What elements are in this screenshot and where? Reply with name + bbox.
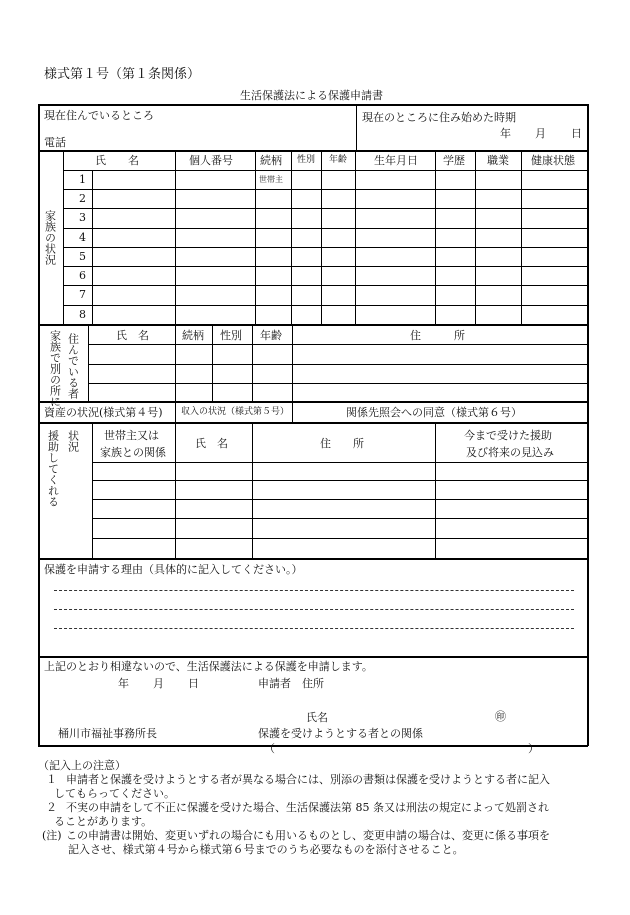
- residence-start-label: 現在のところに住み始めた時期: [362, 111, 516, 124]
- declaration-statement: 上記のとおり相違ないので、生活保護法による保護を申請します。: [44, 660, 373, 673]
- family-row-number: 1: [79, 173, 86, 186]
- residence-day: 日: [571, 127, 582, 140]
- current-residence-label: 現在住んでいるところ: [44, 109, 154, 122]
- separate-header-age: 年齢: [260, 329, 282, 342]
- separate-header-sex: 性別: [220, 329, 242, 342]
- declaration-day: 日: [188, 677, 199, 690]
- note-text: ることがあります。: [54, 815, 153, 828]
- consent-status: 関係先照会への同意（様式第６号）: [346, 406, 522, 419]
- head-of-household-label: 世帯主: [259, 175, 283, 184]
- separate-family-label-b: 住んでいる者: [66, 333, 80, 399]
- note-number: ２: [46, 801, 57, 814]
- applicant-name-label: 氏名: [306, 711, 328, 724]
- separate-header-relation: 続柄: [182, 329, 204, 342]
- family-row-number: 2: [79, 192, 86, 205]
- supporter-received-header-1: 今まで受けた援助: [464, 429, 552, 442]
- assets-status: 資産の状況(様式第４号): [44, 406, 163, 419]
- reason-label: 保護を申請する理由（具体的に記入してください。）: [44, 563, 303, 576]
- family-row-number: 4: [79, 231, 86, 244]
- family-header-education: 学歴: [443, 154, 465, 167]
- family-header-birthdate: 生年月日: [374, 154, 418, 167]
- supporters-label-a: 援助してくれる: [46, 430, 60, 507]
- supporter-name-header: 氏 名: [195, 437, 228, 450]
- family-header-relation: 続柄: [260, 154, 282, 167]
- family-header-health: 健康状態: [531, 154, 575, 167]
- family-header-sex: 性別: [297, 155, 316, 165]
- seal-mark: ㊞: [495, 710, 506, 723]
- family-row-number: 5: [79, 250, 86, 263]
- family-row-number: 6: [79, 269, 86, 282]
- family-section-label: 家族の状況: [43, 210, 57, 265]
- family-row-number: 3: [79, 211, 86, 224]
- residence-month: 月: [535, 127, 546, 140]
- family-header-age: 年齢: [329, 155, 348, 165]
- notes-heading: （記入上の注意）: [38, 759, 126, 772]
- supporter-relation-header-1: 世帯主又は: [104, 429, 159, 442]
- note-text: してもらってください。: [54, 787, 175, 800]
- office-name: 桶川市福祉事務所長: [58, 727, 157, 740]
- declaration-year: 年: [118, 677, 129, 690]
- residence-year: 年: [500, 127, 511, 140]
- family-row-number: 7: [79, 288, 86, 301]
- separate-header-name: 氏 名: [116, 329, 149, 342]
- separate-header-address: 住 所: [410, 329, 465, 342]
- applicant-address-label: 申請者 住所: [258, 677, 324, 690]
- family-header-personal-number: 個人番号: [189, 154, 233, 167]
- family-header-occupation: 職業: [487, 154, 509, 167]
- family-row-number: 8: [79, 308, 86, 321]
- supporter-received-header-2: 及び将来の見込み: [466, 446, 554, 459]
- note-text: 記入させ、様式第４号から様式第６号までのうち必要なものを添付させること。: [68, 843, 464, 856]
- relation-paren-close: ）: [528, 742, 539, 755]
- note-text: 申請者と保護を受けようとする者が異なる場合には、別添の書類は保護を受けようとする者に記入: [66, 773, 550, 786]
- note-text: 不実の申請をして不正に保護を受けた場合、生活保護法第 85 条又は刑法の規定によって処罰され: [66, 801, 549, 814]
- relation-paren-open: （: [264, 742, 275, 755]
- separate-family-label-a: 家族で別の所に: [48, 330, 62, 407]
- note-number: (注): [42, 829, 62, 842]
- relation-label: 保護を受けようとする者との関係: [258, 727, 423, 740]
- family-header-name: 氏 名: [95, 154, 139, 167]
- declaration-month: 月: [153, 677, 164, 690]
- supporter-address-header: 住 所: [320, 437, 364, 450]
- form-title: 生活保護法による保護申請書: [240, 89, 383, 102]
- supporter-relation-header-2: 家族との関係: [100, 446, 166, 459]
- supporters-label-b: 状況: [66, 430, 80, 452]
- income-status: 収入の状況（様式第５号）: [181, 407, 290, 417]
- form-number: 様式第１号（第１条関係）: [44, 67, 201, 82]
- note-text: この申請書は開始、変更いずれの場合にも用いるものとし、変更申請の場合は、変更に係る事項を: [66, 829, 550, 842]
- phone-label: 電話: [44, 136, 66, 149]
- note-number: １: [46, 773, 57, 786]
